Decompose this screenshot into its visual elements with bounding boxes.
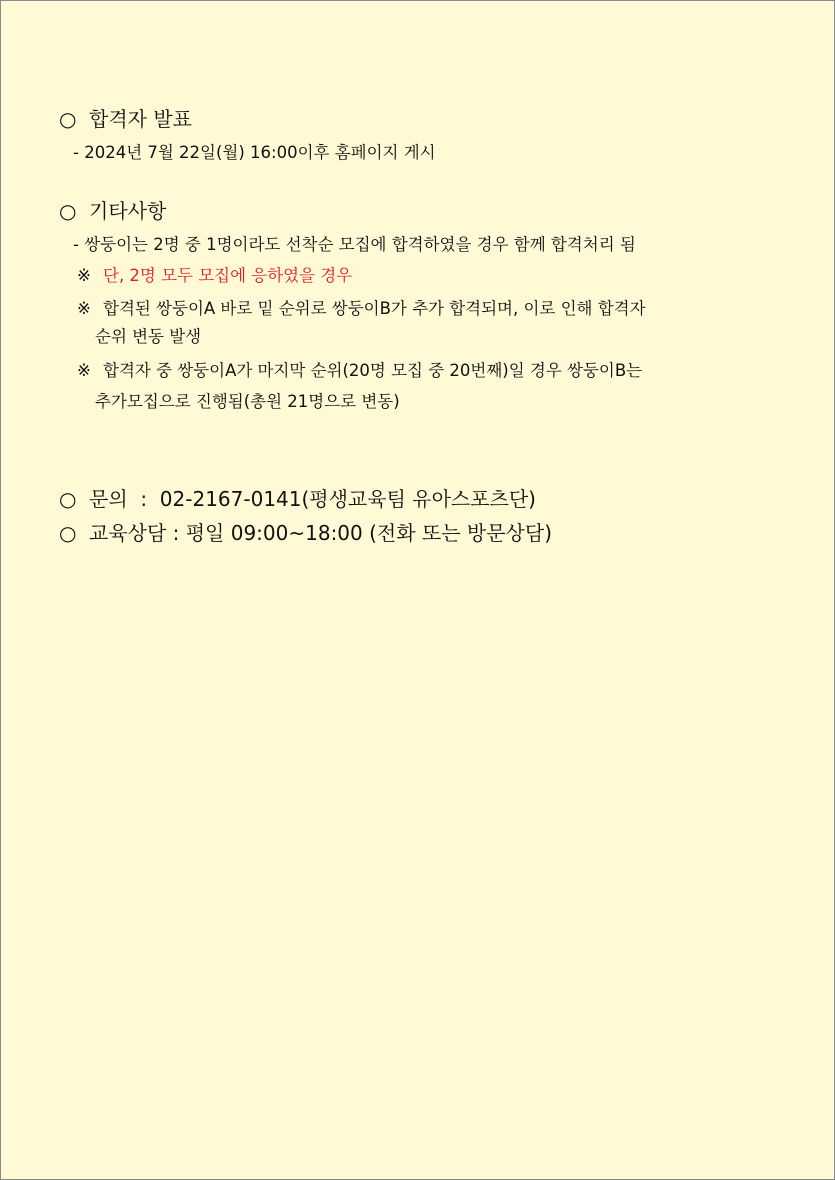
note-3-continued: 추가모집으로 진행됨(총원 21명으로 변동) [95, 392, 400, 411]
contact-text: 문의 : 02-2167-0141(평생교육팀 유아스포츠단) [89, 487, 536, 511]
circle-bullet-icon: ○ [59, 521, 77, 545]
twins-rule-line: - 쌍둥이는 2명 중 1명이라도 선착순 모집에 합격하였을 경우 함께 합격처리 됨 [73, 235, 636, 254]
section-announce-heading [59, 106, 192, 132]
section-announce-title: 합격자 발표 [89, 107, 192, 131]
note-3 [77, 359, 642, 383]
note-1-text: 단, 2명 모두 모집에 응하였을 경우 [103, 266, 353, 285]
contact-line [59, 486, 536, 512]
note-1 [77, 264, 352, 288]
note-2 [77, 297, 646, 321]
section-other-title: 기타사항 [89, 199, 167, 223]
counsel-text: 교육상담 : 평일 09:00~18:00 (전화 또는 방문상담) [89, 521, 552, 545]
circle-bullet-icon: ○ [59, 107, 77, 131]
reference-mark-icon: ※ [77, 299, 91, 318]
reference-mark-icon: ※ [77, 361, 91, 380]
circle-bullet-icon: ○ [59, 199, 77, 223]
section-other-heading [59, 198, 166, 224]
note-3-text: 합격자 중 쌍둥이A가 마지막 순위(20명 모집 중 20번째)일 경우 쌍둥이B는 [103, 361, 643, 380]
note-2-text: 합격된 쌍둥이A 바로 밑 순위로 쌍둥이B가 추가 합격되며, 이로 인해 합격자 [103, 299, 646, 318]
reference-mark-icon: ※ [77, 266, 91, 285]
note-2-continued: 순위 변동 발생 [95, 327, 202, 346]
circle-bullet-icon: ○ [59, 487, 77, 511]
announce-date-line: - 2024년 7월 22일(월) 16:00이후 홈페이지 게시 [73, 143, 436, 162]
counsel-line [59, 520, 552, 546]
